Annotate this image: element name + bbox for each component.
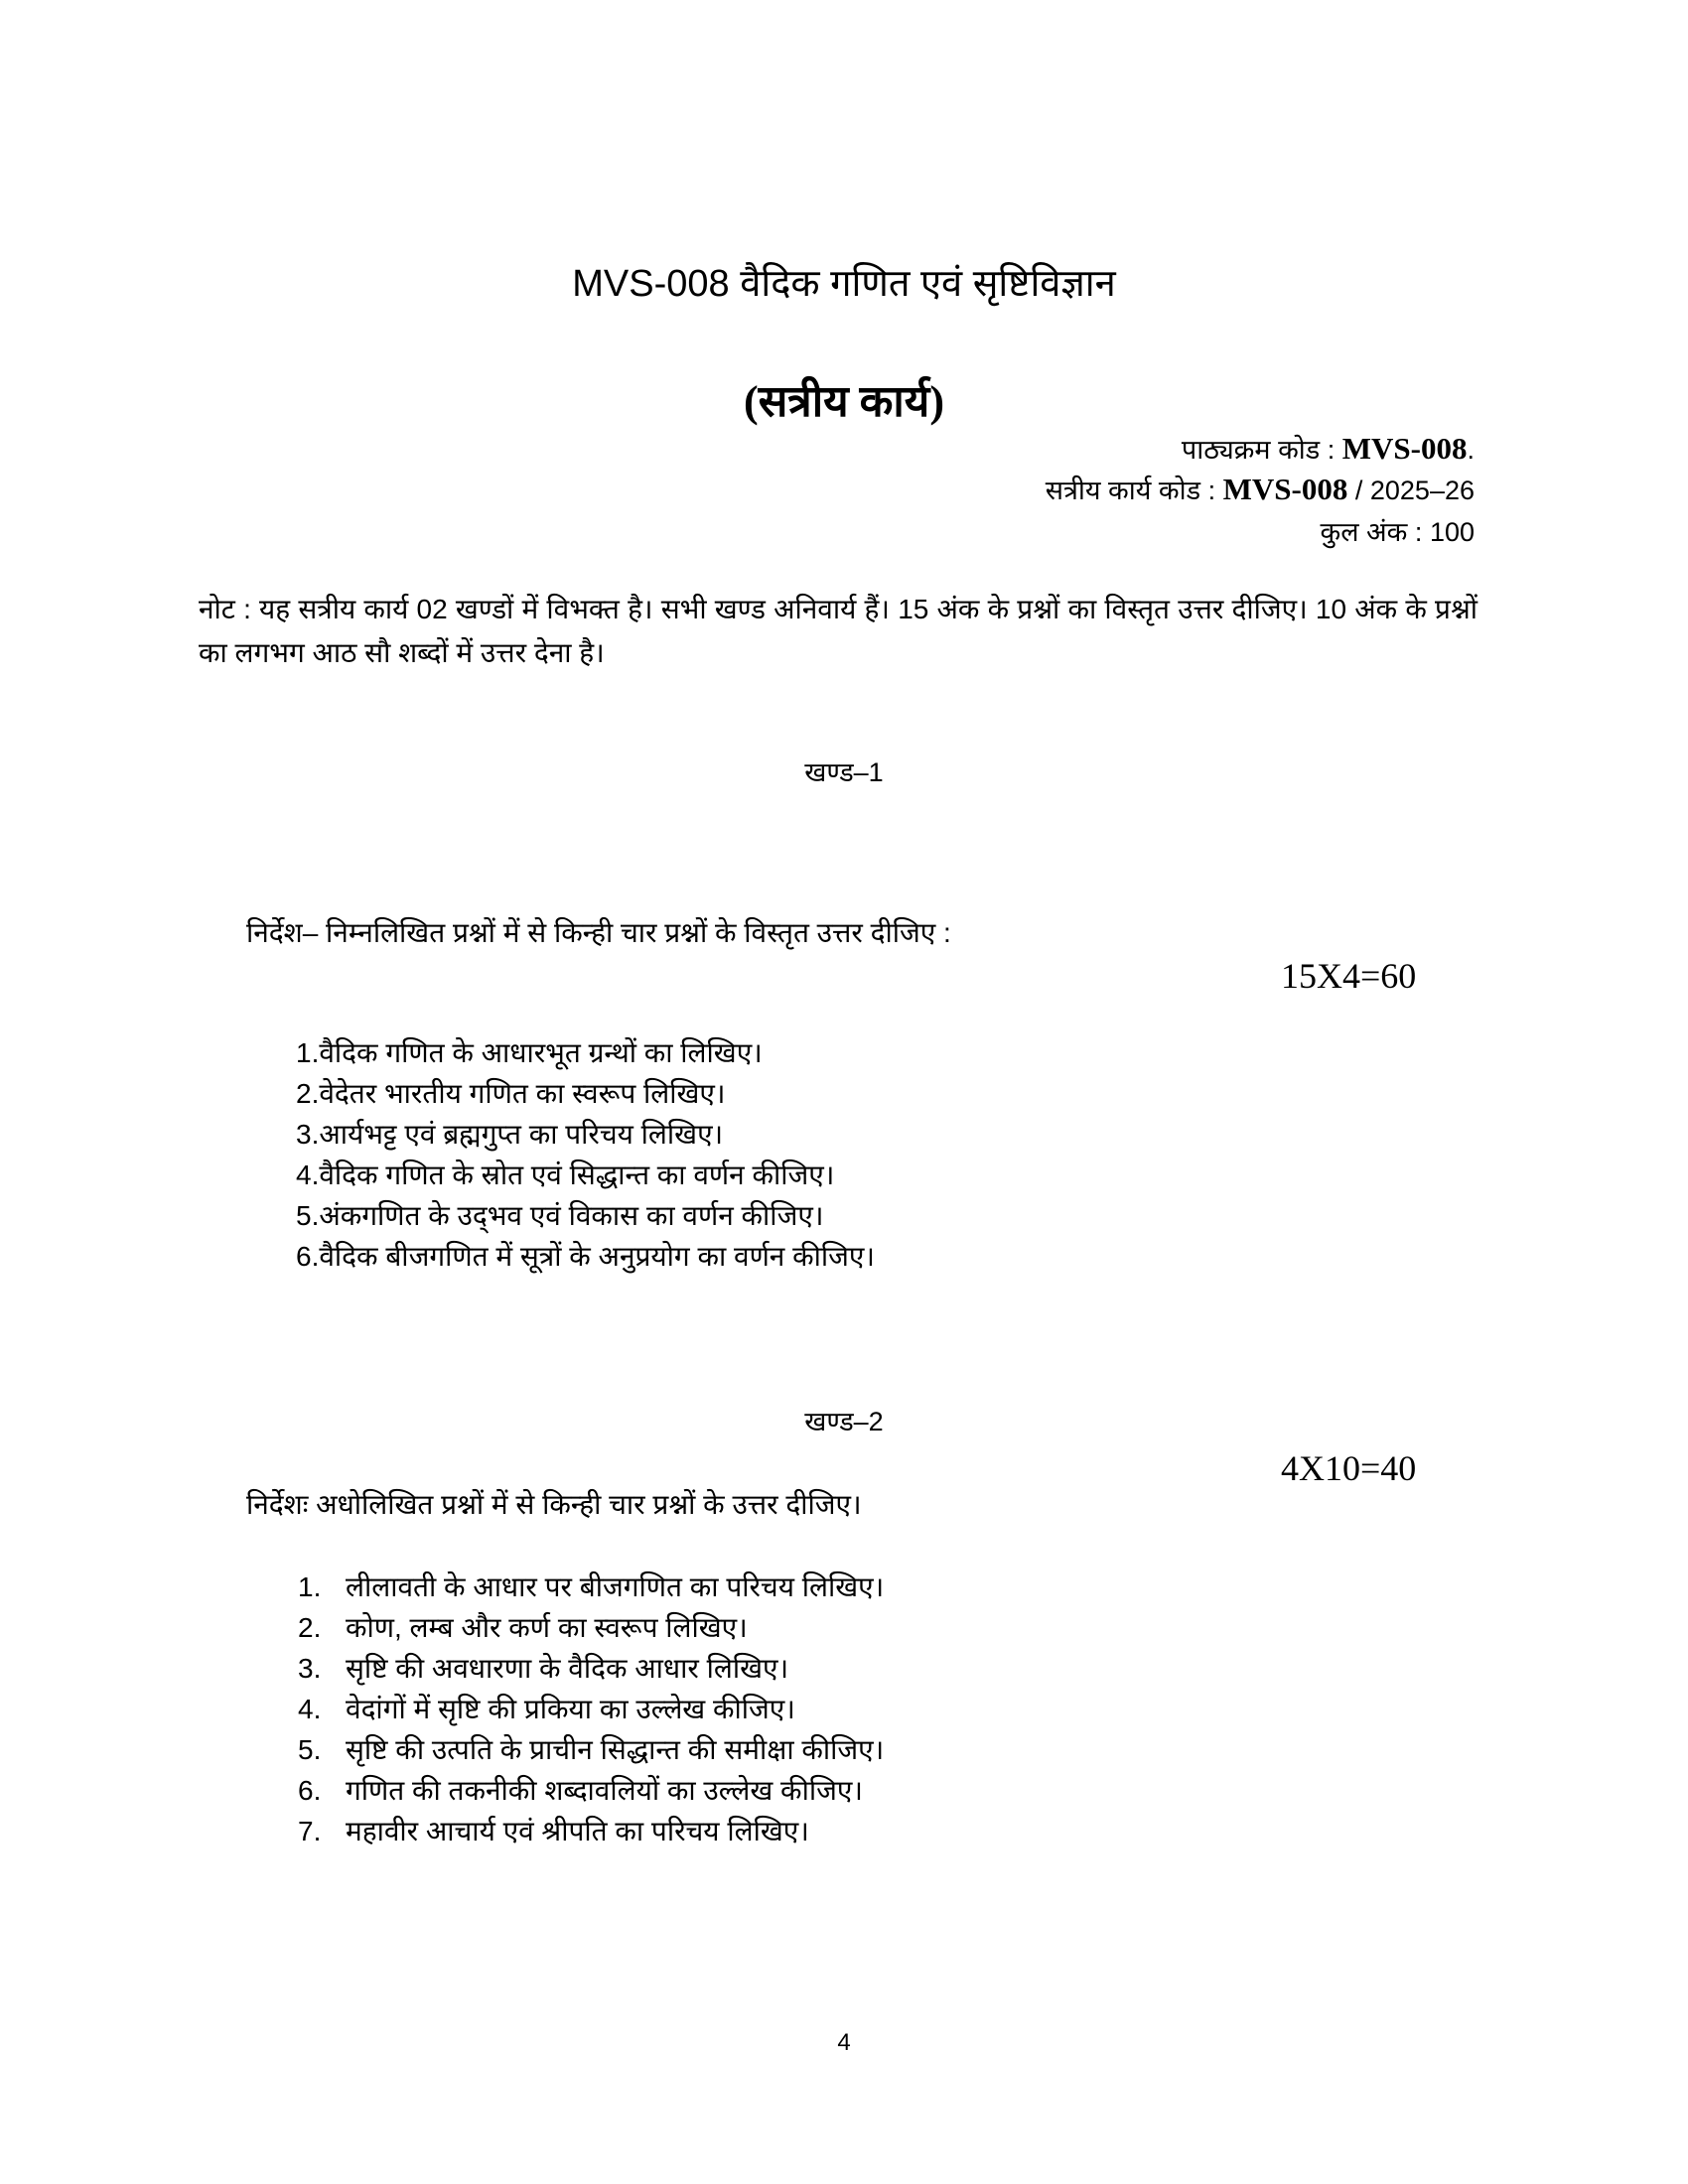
list-item: 5.अंकगणित के उद्‌भव एवं विकास का वर्णन कीजिए। bbox=[296, 1200, 824, 1231]
question-number: 6. bbox=[298, 1775, 322, 1806]
list-item bbox=[298, 1770, 884, 1811]
list-item: 2.वेदेतर भारतीय गणित का स्वरूप लिखिए। bbox=[296, 1078, 726, 1109]
list-item: 4.वैदिक गणित के स्रोत एवं सिद्धान्त का वर्णन कीजिए। bbox=[296, 1160, 835, 1190]
assignment-code-year: / 2025–26 bbox=[1354, 476, 1475, 505]
total-marks-line bbox=[1321, 512, 1476, 549]
list-item bbox=[298, 1648, 884, 1689]
question-text: गणित की तकनीकी शब्दावलियों का उल्लेख कीजिए। bbox=[346, 1775, 863, 1806]
list-item bbox=[298, 1689, 884, 1729]
question-number: 1. bbox=[298, 1571, 322, 1602]
assignment-note: नोट : यह सत्रीय कार्य 02 खण्डों में विभक्त है। सभी खण्ड अनिवार्य हैं। 15 अंक के प्रश्नों का विस्तृत उत्तर दीजिए। 10 अंक के प्रश्नों का लगभग आठ सौ शब्दों में उत्तर देना है। bbox=[199, 594, 1477, 668]
question-text: महावीर आचार्य एवं श्रीपति का परिचय लिखिए। bbox=[346, 1816, 809, 1846]
total-marks-label: कुल अंक : bbox=[1320, 517, 1423, 547]
course-code-line bbox=[1182, 430, 1475, 467]
list-item: 6.वैदिक बीजगणित में सूत्रों के अनुप्रयोग का वर्णन कीजिए। bbox=[296, 1241, 876, 1272]
assignment-code-value: MVS-008 bbox=[1222, 472, 1348, 506]
course-code-value: MVS-008 bbox=[1341, 431, 1468, 466]
list-item: 3.आर्यभट्ट एवं ब्रह्मगुप्त का परिचय लिखिए। bbox=[296, 1119, 724, 1150]
question-number: 3. bbox=[298, 1653, 322, 1684]
question-text: सृष्टि की उत्पति के प्राचीन सिद्धान्त की समीक्षा कीजिए। bbox=[346, 1734, 885, 1765]
section1-heading: खण्ड–1 bbox=[804, 757, 884, 787]
question-number: 5. bbox=[298, 1734, 322, 1765]
question-text: सृष्टि की अवधारणा के वैदिक आधार लिखिए। bbox=[346, 1653, 789, 1684]
page-number: 4 bbox=[837, 2029, 851, 2056]
list-item bbox=[298, 1607, 884, 1648]
section2-instruction: निर्देशः अधोलिखित प्रश्नों में से किन्ही चार प्रश्नों के उत्तर दीजिए। bbox=[246, 1489, 862, 1520]
assignment-code-label: सत्रीय कार्य कोड : bbox=[1045, 476, 1216, 505]
document-subtitle: (सत्रीय कार्य) bbox=[744, 377, 944, 426]
section2-question-list bbox=[298, 1567, 884, 1851]
question-number: 7. bbox=[298, 1816, 322, 1846]
section1-question-list bbox=[296, 1032, 875, 1277]
question-text: वेदांगों में सृष्टि की प्रकिया का उल्लेख कीजिए। bbox=[346, 1694, 795, 1724]
section1-instruction: निर्देश– निम्नलिखित प्रश्नों में से किन्ही चार प्रश्नों के विस्तृत उत्तर दीजिए : bbox=[246, 917, 951, 948]
list-item bbox=[298, 1567, 884, 1607]
question-number: 4. bbox=[298, 1694, 322, 1724]
document-title: MVS-008 वैदिक गणित एवं सृष्टिविज्ञान bbox=[572, 263, 1116, 305]
section1-marks: 15X4=60 bbox=[1281, 956, 1417, 996]
section2-marks: 4X10=40 bbox=[1281, 1448, 1417, 1488]
question-text: कोण, लम्ब और कर्ण का स्वरूप लिखिए। bbox=[346, 1612, 748, 1643]
list-item bbox=[298, 1811, 884, 1851]
course-code-label: पाठ्यक्रम कोड : bbox=[1181, 435, 1336, 465]
course-code-suffix: . bbox=[1467, 435, 1475, 465]
assignment-code-line bbox=[1046, 471, 1475, 507]
question-number: 2. bbox=[298, 1612, 322, 1643]
section2-heading: खण्ड–2 bbox=[804, 1407, 884, 1436]
list-item: 1.वैदिक गणित के आधारभूत ग्रन्थों का लिखिए। bbox=[296, 1037, 763, 1068]
list-item bbox=[298, 1729, 884, 1770]
question-text: लीलावती के आधार पर बीजगणित का परिचय लिखिए। bbox=[346, 1571, 885, 1602]
total-marks-value: 100 bbox=[1429, 517, 1475, 547]
